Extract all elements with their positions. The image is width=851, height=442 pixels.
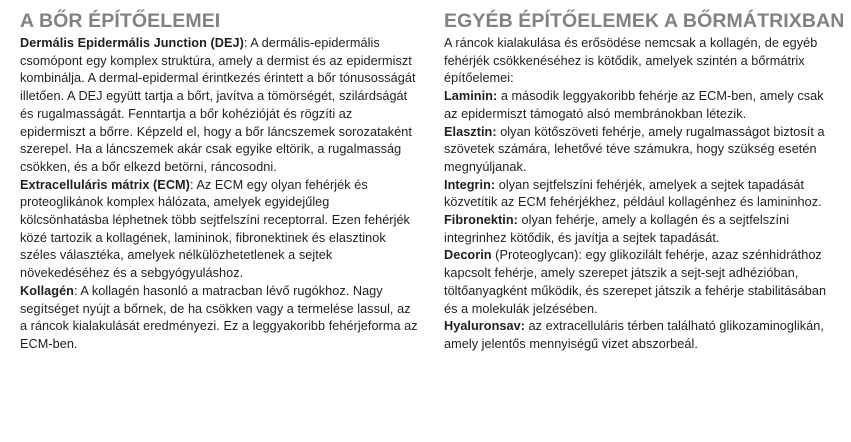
decorin-term: Decorin	[444, 248, 492, 263]
elastin-paragraph	[444, 124, 839, 177]
ecm-term: Extracelluláris mátrix (ECM)	[20, 177, 190, 192]
right-column	[444, 10, 845, 354]
hyaluronic-acid-text: az extracelluláris térben található glikozaminoglikán, amely jelentős mennyiségű vizet abszorbeál.	[444, 319, 824, 351]
fibronectin-paragraph	[444, 212, 839, 247]
intro-paragraph: A ráncok kialakulása és erősödése nemcsak a kollagén, de egyéb fehérjék csökkenéséhez is kötődik, amelyek szintén a bőrmátrix építőelemei:	[444, 36, 818, 86]
dej-term: Dermális Epidermális Junction (DEJ)	[20, 36, 244, 50]
dej-paragraph	[20, 35, 420, 177]
hyaluronic-acid-term: Hyaluronsav:	[444, 319, 525, 334]
collagen-text: : A kollagén hasonló a matracban lévő rugókhoz. Nagy segítséget nyújt a bőrnek, de ha csökken vagy a termelése lassul, az a ráncok kialakulását eredményezi. Ez a leggyakoribb fehérjeforma az ECM-ben.	[20, 283, 418, 351]
decorin-paragraph	[444, 247, 839, 318]
laminin-paragraph	[444, 88, 839, 123]
decorin-text: (Proteoglycan): egy glikozilált fehérje, azaz szénhidráthoz kapcsolt fehérje, amely szerepet játszik a sejt-sejt adhézióban, töltőanyagként működik, és szerepet játszik a fehérje stabilitásában és a molekulák jelzésében.	[444, 248, 827, 316]
collagen-term: Kollagén	[20, 283, 74, 298]
ecm-paragraph	[20, 177, 420, 283]
elastin-term: Elasztin:	[444, 124, 497, 139]
ecm-text: : Az ECM egy olyan fehérjék és proteoglikánok komplex hálózata, amelyek egyidejűleg kölcsönhatásba léphetnek több sejtfelszíni receptorral. Ezen fehérjék közé tartozik a kollagének, lamininok, fibronektinek és elasztinok széles választéka, amelyek nélkülözhetetlenek a sejtek növekedéséhez és a sebgyógyuláshoz.	[20, 177, 410, 281]
left-section-title: A BŐR ÉPÍTŐELEMEI	[20, 10, 221, 32]
laminin-text: a második leggyakoribb fehérje az ECM-ben, amely csak az epidermiszt támogató alsó membránokban létezik.	[444, 89, 824, 121]
integrin-text: olyan sejtfelszíni fehérjék, amelyek a sejtek tapadását közvetítik az ECM fehérjékhez, például kollagénhez és lamininhoz.	[444, 177, 822, 210]
fibronectin-term: Fibronektin:	[444, 213, 518, 228]
fibronectin-text: olyan fehérje, amely a kollagén és a sejtfelszíni integrinhez kötődik, és javítja a sejtek tapadását.	[444, 213, 790, 245]
collagen-paragraph	[20, 283, 420, 354]
integrin-term: Integrin:	[444, 177, 496, 192]
right-section-title: EGYÉB ÉPÍTŐELEMEK A BŐRMÁTRIXBAN	[444, 10, 845, 32]
left-column	[20, 10, 420, 354]
elastin-text: olyan kötőszöveti fehérje, amely rugalmasságot biztosít a szövetek számára, lehetővé téve számukra, hogy szükség esetén megnyúljanak.	[444, 124, 825, 174]
hyaluronic-acid-paragraph	[444, 318, 839, 353]
dej-text: : A dermális-epidermális csomópont egy komplex struktúra, amely a dermist és az epidermiszt kombinálja. A dermal-epidermal érintkezés érintett a bőr tónusosságát illetően. A DEJ együtt tartja a bőrt, javítva a tömörségét, szilárdságát és rugalmasságát. Fenntartja a bőr kohézióját és rögzíti az epidermiszt a bőrre. Képzeld el, hogy a bőr láncszemek sorozataként szerepel. Ha a láncszemek akár csak egyike eltörik, a rugalmasság csökken, és a bőr elkezd betörni, ráncosodni.	[20, 36, 416, 174]
integrin-paragraph	[444, 177, 839, 212]
laminin-term: Laminin:	[444, 89, 498, 104]
